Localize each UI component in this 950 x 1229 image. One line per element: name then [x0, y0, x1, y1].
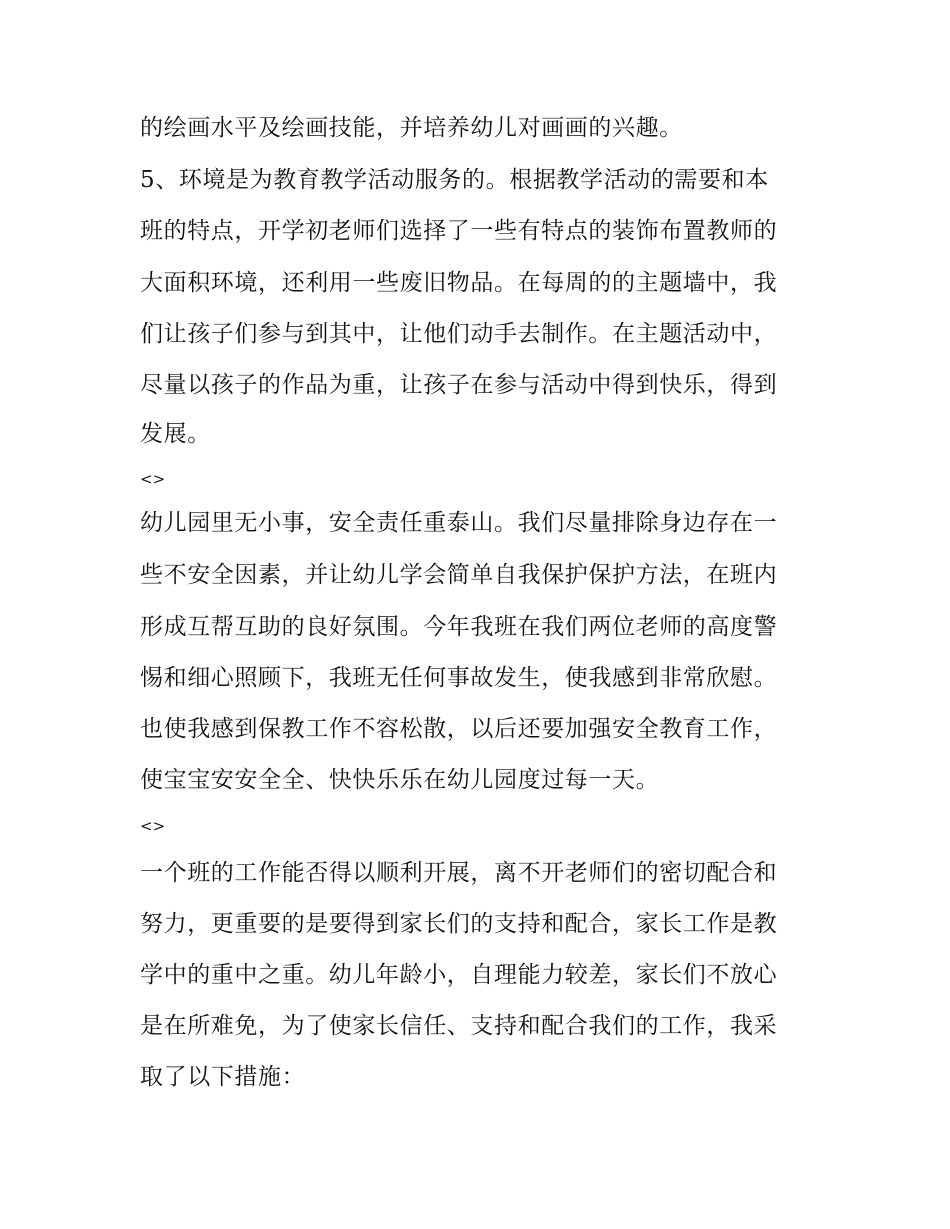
text-line: 尽量以孩子的作品为重，让孩子在参与活动中得到快乐，得到	[140, 372, 778, 398]
text-line: 形成互帮互助的良好氛围。今年我班在我们两位老师的高度警	[140, 614, 778, 640]
text-line: 也使我感到保教工作不容松散，以后还要加强安全教育工作，	[140, 716, 778, 742]
text-line: 些不安全因素，并让幼儿学会简单自我保护保护方法，在班内	[140, 562, 778, 588]
text-line: 是在所难免，为了使家长信任、支持和配合我们的工作，我采	[140, 1013, 778, 1039]
text-line: 努力，更重要的是要得到家长们的支持和配合，家长工作是教	[140, 911, 778, 937]
text-line: 使宝宝安安全全、快快乐乐在幼儿园度过每一天。	[140, 767, 660, 793]
text-line: 发展。	[140, 421, 211, 447]
section-separator: <>	[140, 470, 166, 488]
text-line: 幼儿园里无小事，安全责任重泰山。我们尽量排除身边存在一	[140, 510, 778, 536]
text-line: 班的特点，开学初老师们选择了一些有特点的装饰布置教师的	[140, 218, 778, 244]
text-line: 学中的重中之重。幼儿年龄小，自理能力较差，家长们不放心	[140, 962, 778, 988]
text-line: 5、环境是为教育教学活动服务的。根据教学活动的需要和本	[140, 167, 769, 193]
text-line: 们让孩子们参与到其中，让他们动手去制作。在主题活动中，	[140, 321, 778, 347]
text-line: 的绘画水平及绘画技能，并培养幼儿对画画的兴趣。	[140, 115, 683, 141]
text-line: 大面积环境，还利用一些废旧物品。在每周的的主题墙中，我	[140, 270, 778, 296]
text-line: 惕和细心照顾下，我班无任何事故发生，使我感到非常欣慰。	[140, 665, 778, 691]
section-separator: <>	[140, 817, 166, 835]
text-line: 一个班的工作能否得以顺利开展，离不开老师们的密切配合和	[140, 860, 778, 886]
text-line: 取了以下措施：	[140, 1064, 306, 1090]
